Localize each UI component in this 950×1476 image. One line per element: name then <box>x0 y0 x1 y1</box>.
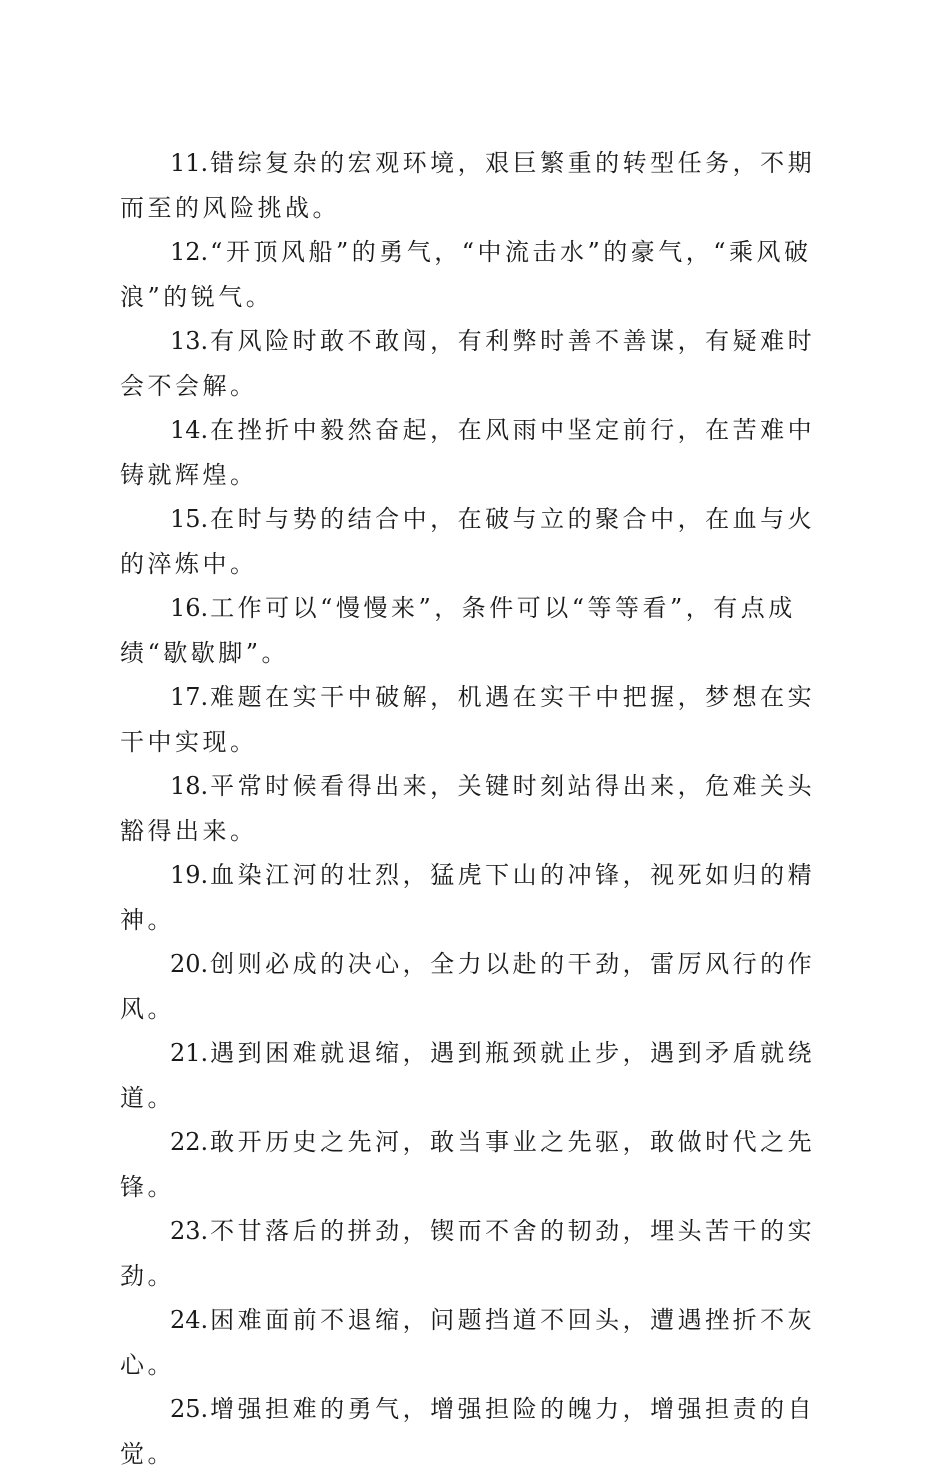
item-text: “开顶风船”的勇气，“中流击水”的豪气，“乘风破浪”的锐气。 <box>120 238 812 311</box>
item-text: 遇到困难就退缩，遇到瓶颈就止步，遇到矛盾就绕道。 <box>120 1039 816 1112</box>
list-item <box>120 764 826 853</box>
list-item <box>120 1120 826 1209</box>
item-text: 在时与势的结合中，在破与立的聚合中，在血与火的淬炼中。 <box>120 505 816 578</box>
item-text: 平常时候看得出来，关键时刻站得出来，危难关头豁得出来。 <box>120 772 816 845</box>
item-number: 16. <box>170 594 209 622</box>
list-item <box>120 586 826 675</box>
item-number: 21. <box>170 1039 209 1067</box>
list-item <box>120 1209 826 1298</box>
list-item <box>120 675 826 764</box>
item-number: 20. <box>170 950 209 978</box>
list-item <box>120 853 826 942</box>
list-item <box>120 942 826 1031</box>
item-text: 血染江河的壮烈，猛虎下山的冲锋，视死如归的精神。 <box>120 861 816 934</box>
list-item <box>120 497 826 586</box>
list-item <box>120 1031 826 1120</box>
item-number: 19. <box>170 861 209 889</box>
list-item <box>120 1298 826 1387</box>
list-item <box>120 319 826 408</box>
item-number: 24. <box>170 1306 209 1334</box>
item-text: 在挫折中毅然奋起，在风雨中坚定前行，在苦难中铸就辉煌。 <box>120 416 816 489</box>
list-item <box>120 408 826 497</box>
item-number: 12. <box>170 238 209 266</box>
item-number: 18. <box>170 772 209 800</box>
list-item <box>120 1387 826 1476</box>
list-item <box>120 230 826 319</box>
item-text: 困难面前不退缩，问题挡道不回头，遭遇挫折不灰心。 <box>120 1306 816 1379</box>
item-number: 25. <box>170 1395 209 1423</box>
item-number: 23. <box>170 1217 209 1245</box>
list-item <box>120 141 826 230</box>
item-number: 11. <box>170 149 209 177</box>
document-body <box>120 141 826 1476</box>
item-text: 错综复杂的宏观环境，艰巨繁重的转型任务，不期而至的风险挑战。 <box>120 149 816 222</box>
item-text: 工作可以“慢慢来”，条件可以“等等看”，有点成绩“歇歇脚”。 <box>120 594 796 667</box>
item-text: 增强担难的勇气，增强担险的魄力，增强担责的自觉。 <box>120 1395 816 1468</box>
item-number: 14. <box>170 416 209 444</box>
item-text: 有风险时敢不敢闯，有利弊时善不善谋，有疑难时会不会解。 <box>120 327 816 400</box>
item-number: 15. <box>170 505 209 533</box>
item-number: 22. <box>170 1128 209 1156</box>
item-text: 难题在实干中破解，机遇在实干中把握，梦想在实干中实现。 <box>120 683 816 756</box>
item-number: 17. <box>170 683 209 711</box>
item-number: 13. <box>170 327 209 355</box>
item-text: 创则必成的决心，全力以赴的干劲，雷厉风行的作风。 <box>120 950 816 1023</box>
item-text: 敢开历史之先河，敢当事业之先驱，敢做时代之先锋。 <box>120 1128 816 1201</box>
item-text: 不甘落后的拼劲，锲而不舍的韧劲，埋头苦干的实劲。 <box>120 1217 816 1290</box>
